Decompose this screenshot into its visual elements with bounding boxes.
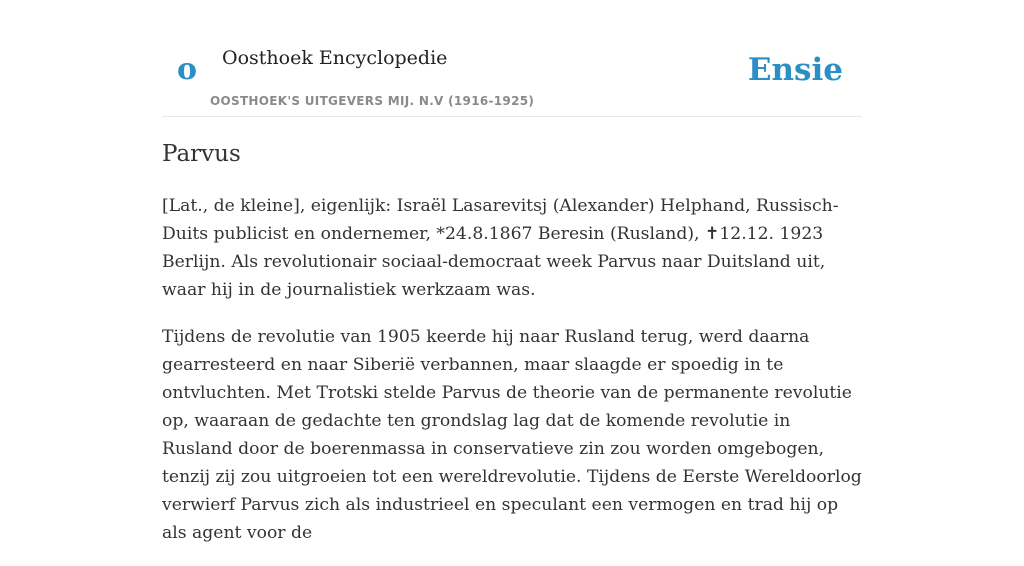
entry-body [162,192,862,566]
entry-paragraph: Tijdens de revolutie van 1905 keerde hij naar Rusland terug, werd daarna gearresteerd en naar Siberië verbannen, maar slaagde er spoedig in te ontvluchten. Met Trotski stelde Parvus de theorie van de permanente revolutie op, waaraan de gedachte ten grondslag lag dat de komende revolutie in Rusland door de boerenmassa in conservatieve zin zou worden omgebogen, tenzij zij zou uitgroeien tot een wereldrevolutie. Tijdens de Eerste Wereldoorlog verwierf Parvus zich als industrieel en speculant een vermogen en trad hij op als agent voor de [162,327,862,543]
book-title-link[interactable]: Oosthoek Encyclopedie [222,47,448,69]
book-header [162,0,862,117]
ensie-logo-link[interactable]: Ensie [747,52,843,88]
entry-title: Parvus [162,141,241,167]
book-logo-icon[interactable]: o [177,52,198,87]
book-publisher: OOSTHOEK'S UITGEVERS MIJ. N.V (1916-1925) [210,94,535,108]
entry-paragraph: [Lat., de kleine], eigenlijk: Israël Lasarevitsj (Alexander) Helphand, Russisch-Duits publicist en ondernemer, *24.8.1867 Beresin (Rusland), ✝12.12. 1923 Berlijn. Als revolutionair sociaal-democraat week Parvus naar Duitsland uit, waar hij in de journalistiek werkzaam was. [162,196,839,300]
content-container [162,0,862,543]
